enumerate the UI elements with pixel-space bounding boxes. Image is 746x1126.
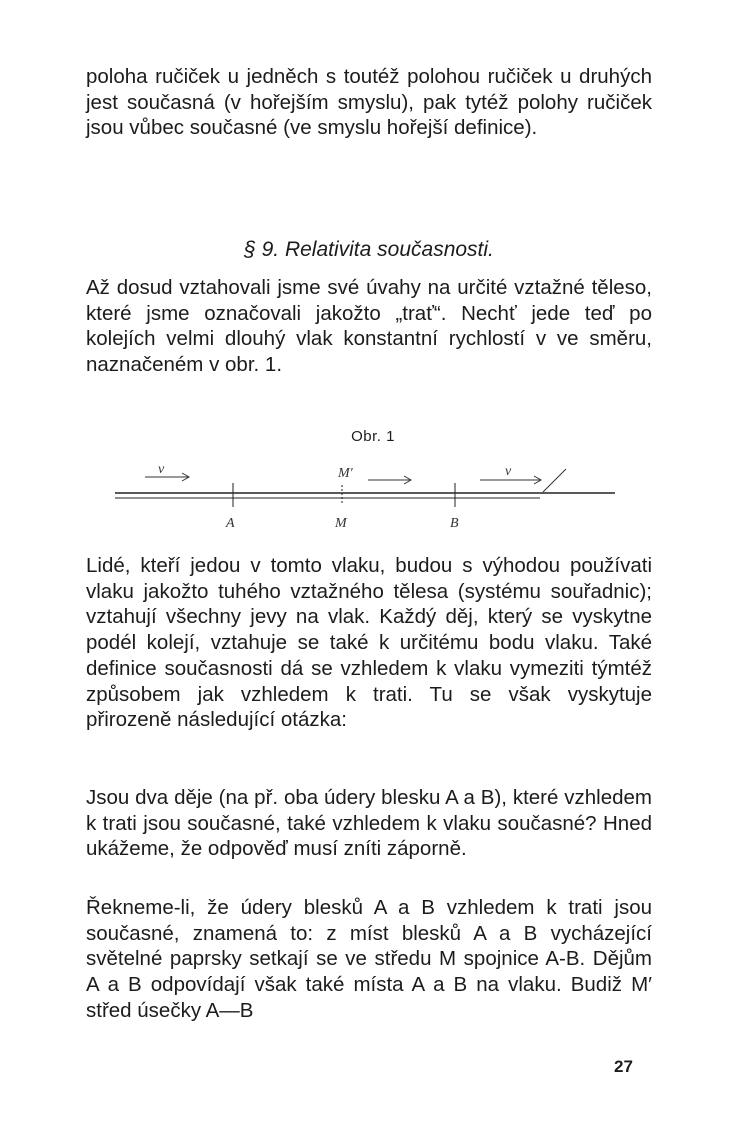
page-number: 27 [614, 1057, 633, 1076]
paragraph-5: Řekneme-li, že údery blesků A a B vzhledem k trati jsou současné, znamená to: z míst blesků A a B vycházející světelné paprsky setkají se ve středu M spojnice A-B. Dějům A a B odpovídají však také místa A a B na vlaku. Budiž M′ střed úsečky A—B [86, 896, 652, 1022]
label-a: A [226, 516, 235, 531]
label-v-right: v [505, 464, 512, 479]
paragraph-2: Až dosud vztahovali jsme své úvahy na určité vztažné těleso, které jsme označovali jakožto „trať“. Nechť jede teď po kolejích velmi dlouhý vlak konstantní rychlostí v ve směru, naznačeném v obr. 1. [86, 276, 652, 377]
figure-caption: Obr. 1 [351, 428, 395, 445]
label-m: M [335, 516, 347, 531]
arrow-icon-right [480, 469, 566, 492]
label-v-left: v [158, 462, 165, 477]
figure-train-diagram [100, 455, 620, 535]
paragraph-4: Jsou dva děje (na př. oba údery blesku A a B), které vzhledem k trati jsou současné, také vzhledem k vlaku současné? Hned ukážeme, že odpověď musí zníti záporně. [86, 786, 652, 861]
arrow-icon-left [145, 473, 189, 481]
paragraph-1: poloha ručiček u jedněch s toutéž polohou ručiček u druhých jest současná (v hořejším smyslu), pak tytéž polohy ručiček jsou vůbec současné (ve smyslu hořejší definice). [86, 65, 652, 140]
paragraph-3: Lidé, kteří jedou v tomto vlaku, budou s výhodou používati vlaku jakožto tuhého vztažného tělesa (systému souřadnic); vztahují všechny jevy na vlak. Každý děj, který se vyskytne podél kolejí, vztahuje se také k určitému bodu vlaku. Také definice současnosti dá se vzhledem k vlaku vymeziti týmtéž způsobem jak vzhledem k trati. Tu se však vyskytuje přirozeně následující otázka: [86, 554, 652, 732]
label-m-prime: M′ [338, 466, 353, 481]
label-b: B [450, 516, 459, 531]
section-heading: § 9. Relativita současnosti. [244, 238, 494, 261]
arrow-icon-middle [368, 476, 411, 484]
